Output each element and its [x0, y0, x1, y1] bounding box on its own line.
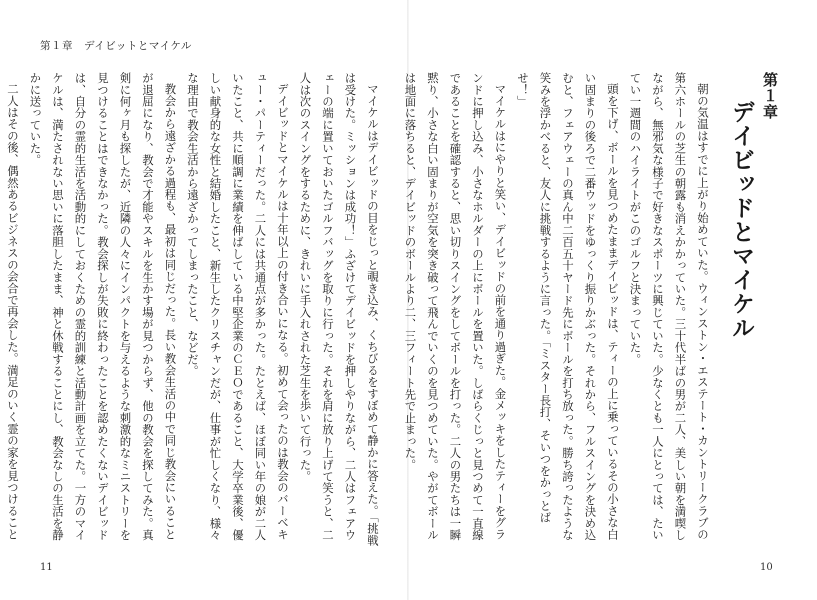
right-page-paragraph: 頭を下げ、ボールを見つめたままデイビッドは、ティーの上に乗っているその小さな白い固まりの後ろで二番ウッドをゆっくり振りかぶった。それから、フルスイングを決め込むと、フェアウェーの真ん中二百五十ヤード先にボールを打ち放った。勝ち誇ったような笑みを浮かべると、友人に挑戦するように言った。「ミスター長打、そいつをかっとばせ！」: [516, 72, 620, 541]
right-page-paragraph: 朝の気温はすでに上がり始めていた。ウィンストン・エステート・カントリークラブの第六ホールの芝生の朝露も消えかかっていた。三十代半ばの男が二人、美しい朝を満喫しながら、無邪気な様子で好きなスポーツに興じていた。少なくとも一人にとっては、たいてい一週間のハイライトがこのゴルフと決まっていた。: [628, 72, 710, 541]
left-page-paragraph: マイケルはデイビッドの目をじっと覗き込み、くちびるをすぼめて静かに答えた。「挑戦は受けた。ミッションは成功！」ふざけてデイビッドを押しやりながら、二人はフェアウェーの端に置いておいたゴルフバッグを取りに行った。それを肩に放り上げて笑うと、二人は次のスイングをするために、きれいに手入れされた芝生を歩いて行った。: [298, 72, 380, 547]
right-page-paragraph: マイケルはにやりと笑い、デイビッドの前を通り過ぎた。金メッキをしたティーをグランドに押し込み、小さなホルダーの上にボールを置いた。しばらくじっと見つめて一直線であることを確認すると、思い切りスイングをしてボールを打った。二人の男たちは一瞬黙り、小さな白い固まりが空気を突き破って飛んでいくのを見つめていた。やがてボールは地面に落ちると、デイビッドのボールより二、三フィート先で止まった。: [403, 72, 508, 541]
left-page-number: 11: [40, 562, 53, 573]
chapter-number: 第１章: [761, 72, 779, 120]
left-page-paragraph: 二人はその後、偶然あるビジネスの会合で再会した。満足のいく霊の家を見つけること: [6, 83, 20, 541]
chapter-title: デイビッドとマイケル: [728, 100, 754, 340]
left-page-paragraph: デイビッドとマイケルは十年以上の付き合いになる。初めて会ったのは教会のバーベキュー・パーティーだった。二人には共通点が多かった。たとえば、ほぼ同い年の娘が二人いたこと、共に順調に業績を伸ばしている中堅企業のＣＥＯであること、大学卒業後、優しい献身的な女性と結婚したこと、新生したクリスチャンだが、仕事が忙しくなり、様々な理由で教会生活から遠ざかってしまったこと、などだ。: [186, 72, 290, 541]
chapter-heading: [724, 72, 780, 492]
right-page-number: 10: [760, 562, 773, 573]
left-page-paragraph: 教会から遠ざかる過程も、最初は同じだった。長い教会生活の中で同じ教会にいることが退屈になり、教会で才能やスキルを生かす場が見つからず、他の教会を探してみた。真剣に何ヶ月も探したが、近隣の人々にインパクトを与えるような刺激的なミニストリーを見つけることはできなかった。教会探しが失敗に終わったことを認めたくないデイビッドは、自分の霊的生活を活動的にしておくための霊的訓練と活動計画を立てた。一方のマイケルは、満たされない思いに落胆したまま、神と休戦することにし、教会なしの生活を静かに送っていた。: [28, 72, 178, 541]
right-page-body: [403, 72, 714, 550]
left-page-body: [6, 72, 384, 550]
running-head: 第１章 デイビットとマイケル: [40, 40, 192, 52]
